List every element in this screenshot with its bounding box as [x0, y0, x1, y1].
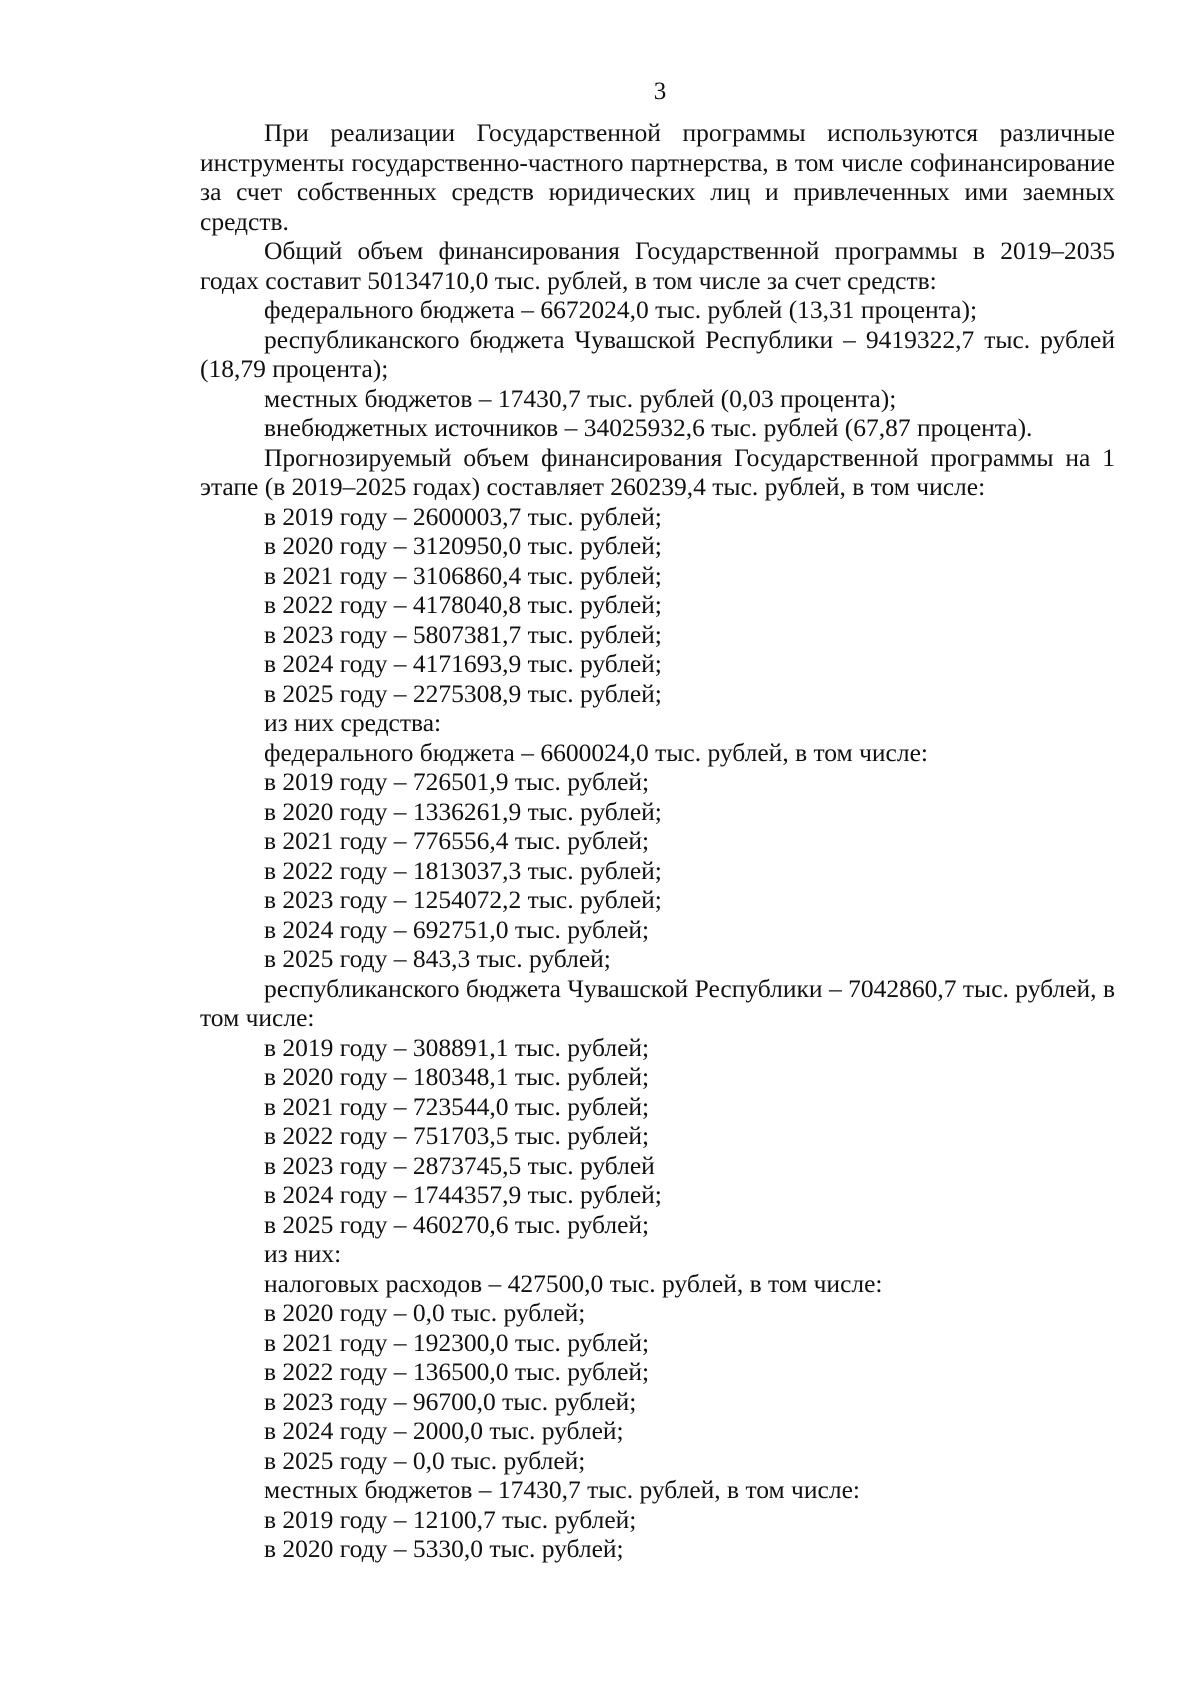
text-line: в 2024 году – 4171693,9 тыс. рублей;	[264, 649, 662, 678]
text-line: в 2023 году – 5807381,7 тыс. рублей;	[264, 619, 662, 649]
text-line: в 2019 году – 12100,7 тыс. рублей;	[264, 1504, 637, 1534]
text-line: местных бюджетов – 17430,7 тыс. рублей, в том числе:	[264, 1475, 860, 1504]
paragraph: Прогнозируемый объем финансирования Государственной программы на 1 этапе (в 2019–2025 годах) составляет 260239,4 тыс. рублей, в том числе:	[200, 442, 1115, 501]
text-line: в 2022 году – 751703,5 тыс. рублей;	[264, 1121, 650, 1150]
text-line: в 2019 году – 726501,9 тыс. рублей;	[264, 767, 650, 796]
text-line: в 2025 году – 2275308,9 тыс. рублей;	[264, 678, 662, 708]
text-line: в 2022 году – 1813037,3 тыс. рублей;	[264, 855, 662, 885]
text-line: в 2019 году – 2600003,7 тыс. рублей;	[264, 501, 662, 531]
text-line: в 2021 году – 776556,4 тыс. рублей;	[264, 826, 650, 855]
text-line: в 2020 году – 180348,1 тыс. рублей;	[264, 1062, 650, 1091]
text-line: в 2023 году – 1254072,2 тыс. рублей;	[264, 885, 662, 914]
text-line: в 2020 году – 1336261,9 тыс. рублей;	[264, 796, 662, 826]
text-line: в 2025 году – 843,3 тыс. рублей;	[264, 944, 611, 973]
text-line: в 2025 году – 460270,6 тыс. рублей;	[264, 1209, 650, 1239]
paragraph: Общий объем финансирования Государственной программы в 2019–2035 годах составит 50134710,0 тыс. рублей, в том числе за счет средств:	[200, 236, 1115, 295]
text-line: в 2019 году – 308891,1 тыс. рублей;	[264, 1032, 650, 1062]
text-line: в 2021 году – 3106860,4 тыс. рублей;	[264, 560, 662, 590]
paragraph: республиканского бюджета Чувашской Республики – 9419322,7 тыс. рублей (18,79 процента);	[200, 324, 1115, 383]
text-line: в 2024 году – 2000,0 тыс. рублей;	[264, 1416, 624, 1445]
text-line: федерального бюджета – 6672024,0 тыс. рублей (13,31 процента);	[264, 295, 978, 324]
text-line: в 2022 году – 4178040,8 тыс. рублей;	[264, 590, 662, 619]
text-line: в 2024 году – 1744357,9 тыс. рублей;	[264, 1180, 662, 1209]
text-line: федерального бюджета – 6600024,0 тыс. рублей, в том числе:	[264, 737, 928, 767]
paragraph: При реализации Государственной программы используются различные инструменты государственно-частного партнерства, в том числе софинансирование за счет собственных средств юридических лиц и привлеченных ими заемных средств.	[200, 118, 1115, 236]
text-line: в 2025 году – 0,0 тыс. рублей;	[264, 1445, 586, 1475]
text-line: налоговых расходов – 427500,0 тыс. рублей, в том числе:	[264, 1268, 883, 1298]
paragraph: республиканского бюджета Чувашской Республики – 7042860,7 тыс. рублей, в том числе:	[200, 973, 1115, 1032]
text-line: в 2024 году – 692751,0 тыс. рублей;	[264, 914, 650, 944]
text-line: из них средства:	[264, 708, 442, 737]
text-line: внебюджетных источников – 34025932,6 тыс. рублей (67,87 процента).	[264, 413, 1033, 442]
text-line: в 2022 году – 136500,0 тыс. рублей;	[264, 1357, 650, 1386]
text-line: в 2021 году – 192300,0 тыс. рублей;	[264, 1327, 650, 1357]
text-line: местных бюджетов – 17430,7 тыс. рублей (0,03 процента);	[264, 383, 897, 413]
text-line: в 2020 году – 0,0 тыс. рублей;	[264, 1298, 586, 1327]
page-number: 3	[653, 78, 667, 105]
text-line: в 2023 году – 2873745,5 тыс. рублей	[264, 1150, 655, 1180]
text-line: в 2020 году – 3120950,0 тыс. рублей;	[264, 531, 662, 560]
text-line: в 2021 году – 723544,0 тыс. рублей;	[264, 1091, 650, 1121]
text-line: в 2023 году – 96700,0 тыс. рублей;	[264, 1386, 637, 1416]
document-body	[200, 118, 1115, 1564]
text-line: из них:	[264, 1239, 342, 1268]
text-line: в 2020 году – 5330,0 тыс. рублей;	[264, 1534, 624, 1563]
